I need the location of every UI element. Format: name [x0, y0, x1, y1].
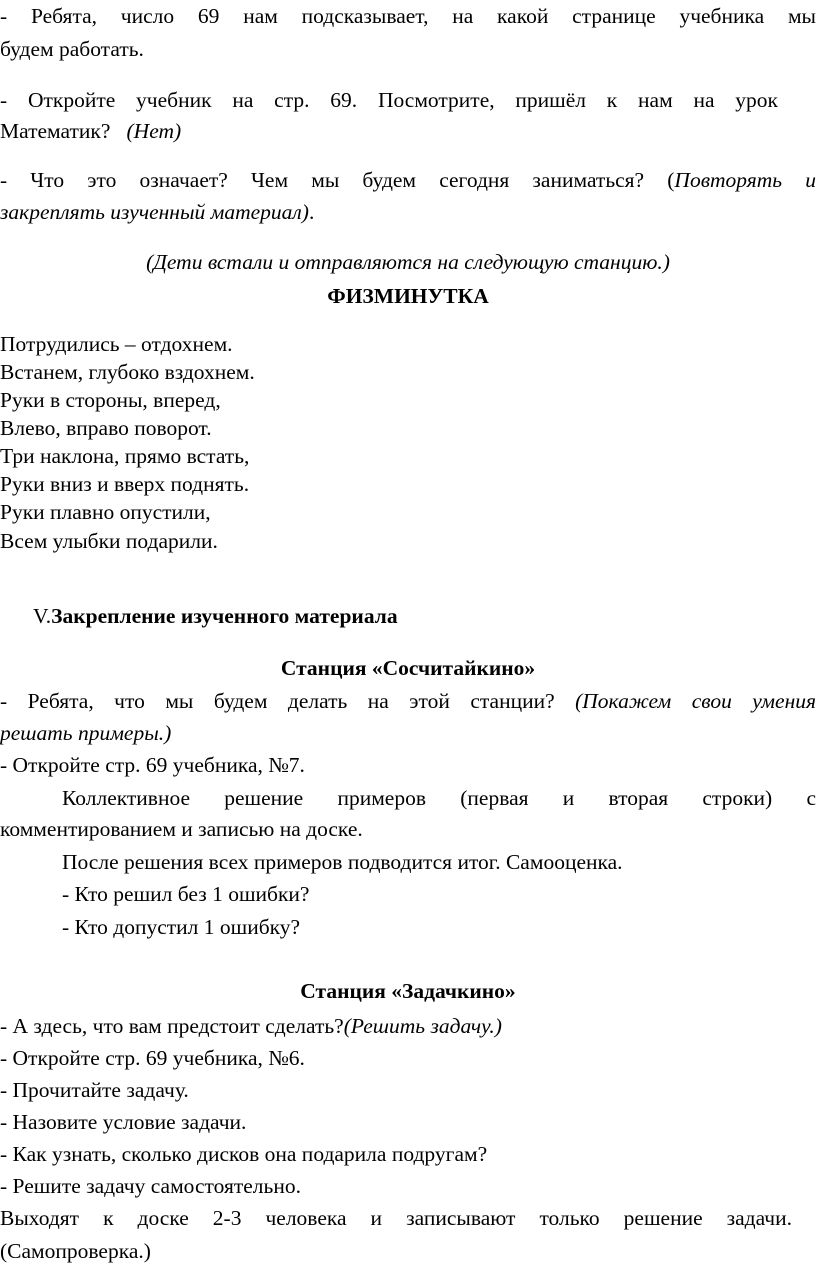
station-2-solve: - Решите задачу самостоятельно. — [0, 1174, 301, 1198]
poem-line: Руки плавно опустили, — [0, 500, 211, 524]
station-1-summary: После решения всех примеров подводится итог. Самооценка. — [62, 850, 623, 874]
station-1-question-line-2: решать примеры.) — [0, 721, 172, 745]
answer-no: (Нет) — [126, 119, 182, 143]
station-1-question-no-errors: - Кто решил без 1 ошибки? — [62, 882, 310, 906]
poem-line: Три наклона, прямо встать, — [0, 444, 250, 468]
station-1-question-line-1: - Ребята, что мы будем делать на этой станции? (Покажем свои умения — [0, 689, 816, 713]
station-2-how-to-find: - Как узнать, сколько дисков она подарила подругам? — [0, 1142, 488, 1166]
poem-line: Влево, вправо поворот. — [0, 416, 212, 440]
station-1-collective-line-1: Коллективное решение примеров (первая и вторая строки) с — [62, 786, 816, 810]
poem-line: Потрудились – отдохнем. — [0, 332, 233, 356]
poem-line: Руки вниз и вверх поднять. — [0, 472, 250, 496]
intro-paragraph-1-line-2: будем работать. — [0, 37, 144, 61]
station-2-task-condition: - Назовите условие задачи. — [0, 1110, 247, 1134]
section-numeral: V. — [33, 604, 52, 628]
poem-line: Всем улыбки подарили. — [0, 529, 218, 553]
station-2-read-task: - Прочитайте задачу. — [0, 1078, 189, 1102]
fizminutka-title: ФИЗМИНУТКА — [327, 284, 489, 308]
intro-paragraph-2-line-1: - Откройте учебник на стр. 69. Посмотрите, пришёл к нам на урок — [0, 88, 778, 112]
intro-paragraph-1-line-1: - Ребята, число 69 нам подсказывает, на какой странице учебника мы — [0, 4, 816, 28]
stage-direction: (Дети встали и отправляются на следующую станцию.) — [146, 250, 670, 274]
station-1-open-book: - Откройте стр. 69 учебника, №7. — [0, 753, 305, 777]
station-1-question-one-error: - Кто допустил 1 ошибку? — [62, 915, 301, 939]
station-2-board-line-1: Выходят к доске 2-3 человека и записывают только решение задачи. — [0, 1206, 792, 1230]
station-2-title: Станция «Задачкино» — [300, 979, 516, 1003]
station-2-open-book: - Откройте стр. 69 учебника, №6. — [0, 1046, 305, 1070]
station-2-question: - А здесь, что вам предстоит сделать?(Решить задачу.) — [0, 1014, 502, 1038]
station-1-title: Станция «Сосчитайкино» — [280, 656, 536, 680]
section-title: Закрепление изученного материала — [51, 604, 398, 628]
intro-paragraph-2-line-2: Математик? (Нет) — [0, 119, 182, 143]
poem-line: Встанем, глубоко вздохнем. — [0, 360, 255, 384]
section-heading — [33, 602, 793, 631]
intro-paragraph-3-line-2: закреплять изученный материал). — [0, 200, 315, 224]
poem-line: Руки в стороны, вперед, — [0, 388, 221, 412]
station-2-board-line-2: (Самопроверка.) — [0, 1239, 151, 1263]
station-1-collective-line-2: комментированием и записью на доске. — [0, 817, 363, 841]
intro-paragraph-3-line-1: - Что это означает? Чем мы будем сегодня заниматься? (Повторять и — [0, 168, 816, 192]
